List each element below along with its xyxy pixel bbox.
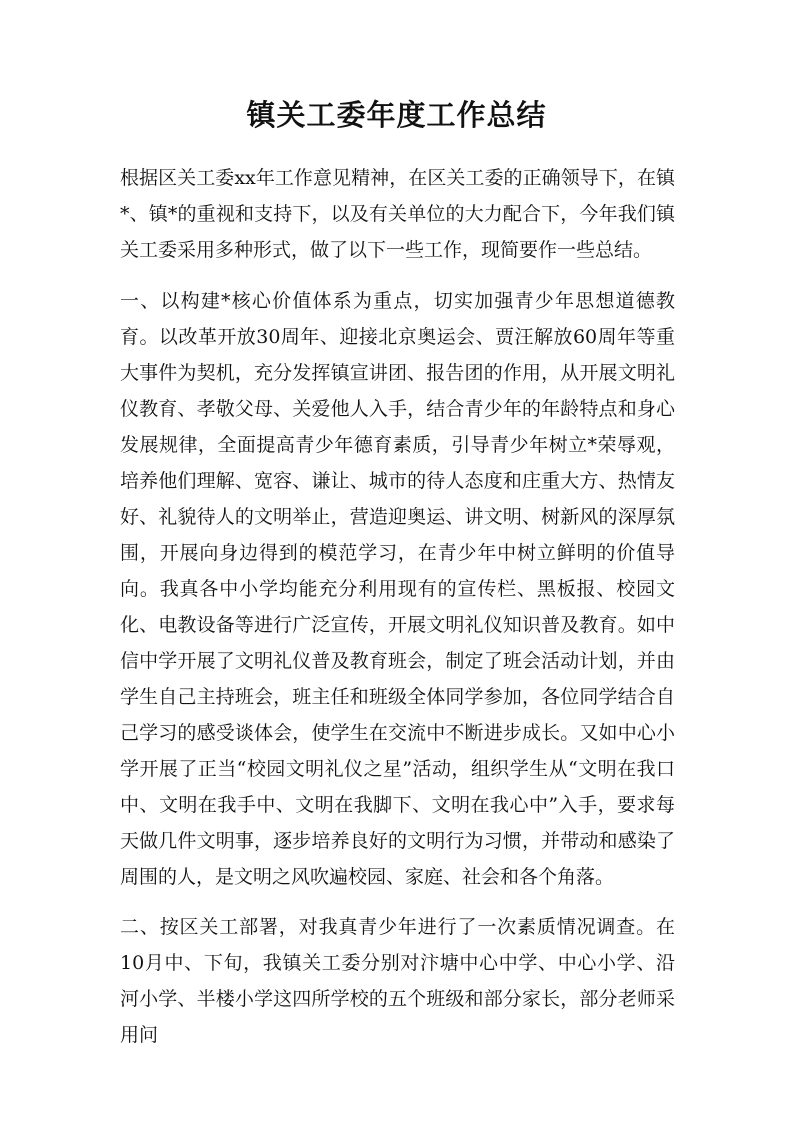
paragraph-section-1: 一、以构建*核心价值体系为重点，切实加强青少年思想道德教育。以改革开放30周年、迎接北京奥运会、贾汪解放60周年等重大事件为契机，充分发挥镇宣讲团、报告团的作用，从开展文明礼仪教育、孝敬父母、关爱他人入手，结合青少年的年龄特点和身心发展规律，全面提高青少年德育素质，引导青少年树立*荣辱观，培养他们理解、宽容、谦让、城市的待人态度和庄重大方、热情友好、礼貌待人的文明举止，营造迎奥运、讲文明、树新风的深厚氛围，开展向身边得到的模范学习，在青少年中树立鲜明的价值导向。我真各中小学均能充分利用现有的宣传栏、黑板报、校园文化、电教设备等进行广泛宣传，开展文明礼仪知识普及教育。如中信中学开展了文明礼仪普及教育班会，制定了班会活动计划，并由学生自己主持班会，班主任和班级全体同学参加，各位同学结合自己学习的感受谈体会，使学生在交流中不断进步成长。又如中心小学开展了正当“校园文明礼仪之星”活动，组织学生从“文明在我口中、文明在我手中、文明在我脚下、文明在我心中”入手，要求每天做几件文明事，逐步培养良好的文明行为习惯，并带动和感染了周围的人，是文明之风吹遍校园、家庭、社会和各个角落。 [120, 290, 675, 888]
paragraph-section-2: 二、按区关工部署，对我真青少年进行了一次素质情况调查。在10月中、下旬，我镇关工委分别对汴塘中心中学、中心小学、沿河小学、半楼小学这四所学校的五个班级和部分家长，部分老师采用问 [120, 916, 675, 1046]
document-title: 镇关工委年度工作总结 [246, 98, 547, 132]
paragraph-intro: 根据区关工委xx年工作意见精神，在区关工委的正确领导下，在镇*、镇*的重视和支持下，以及有关单位的大力配合下，今年我们镇关工委采用多种形式，做了以下一些工作，现简要作一些总结。 [120, 167, 675, 261]
